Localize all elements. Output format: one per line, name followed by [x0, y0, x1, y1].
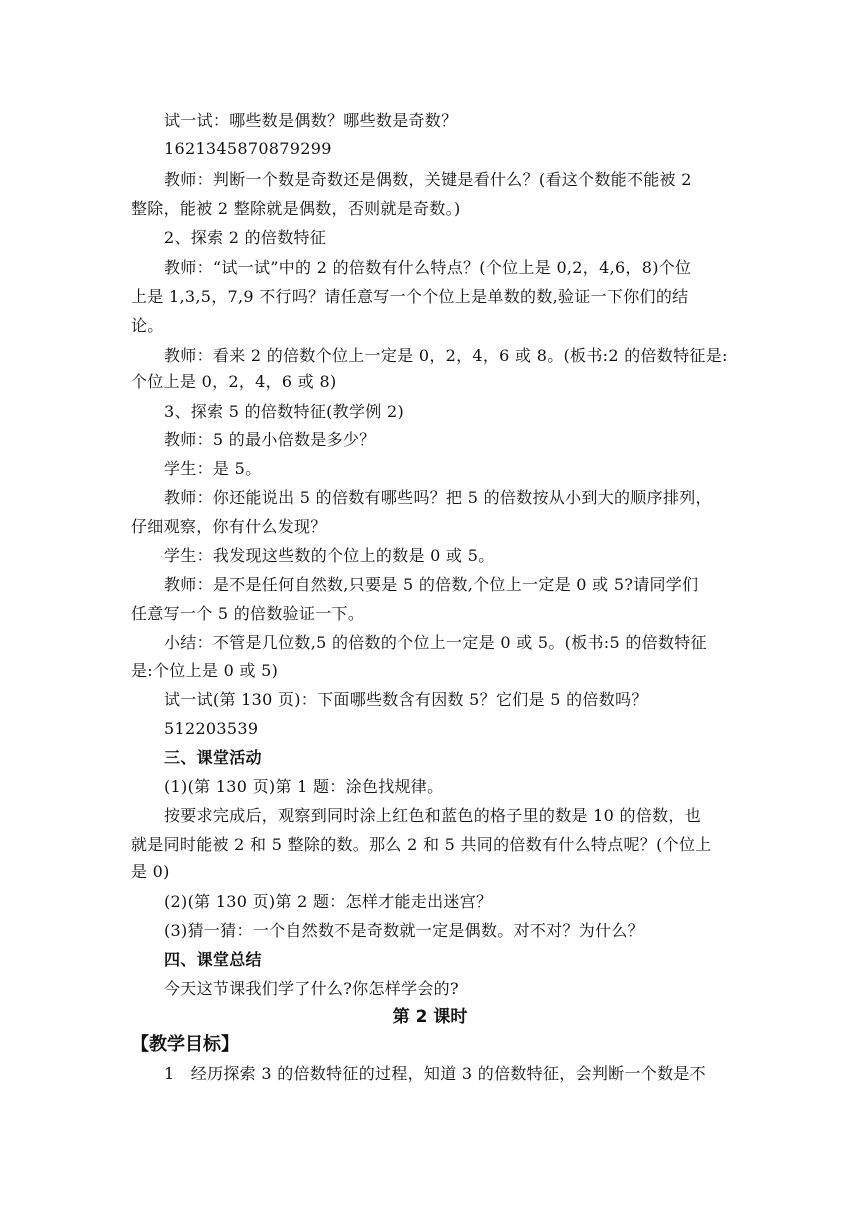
text-line: 教师：判断一个数是奇数还是偶数，关键是看什么？(看这个数能不能被 2 [164, 170, 692, 189]
text-line: 教师：看来 2 的倍数个位上一定是 0，2，4，6 或 8。(板书:2 的倍数特征是: [164, 346, 728, 365]
text-line: (1)(第 130 页)第 1 题：涂色找规律。 [164, 777, 444, 796]
text-line: 学生：我发现这些数的个位上的数是 0 或 5。 [164, 546, 495, 565]
text-line: 仔细观察，你有什么发现？ [131, 517, 327, 536]
text-line: 按要求完成后，观察到同时涂上红色和蓝色的格子里的数是 10 的倍数，也 [164, 806, 702, 825]
text-line: 1621345870879299 [164, 139, 332, 158]
text-line: 试一试：哪些数是偶数？哪些数是奇数？ [164, 111, 458, 130]
text-line: 今天这节课我们学了什么?你怎样学会的? [164, 979, 459, 998]
text-line: 上是 1,3,5，7,9 不行吗？请任意写一个个位上是单数的数,验证一下你们的结 [131, 287, 689, 306]
section-heading-summary: 四、课堂总结 [164, 950, 262, 969]
text-line: 个位上是 0，2，4，6 或 8) [131, 372, 337, 391]
text-line: 512203539 [164, 719, 259, 738]
text-line: 小结：不管是几位数,5 的倍数的个位上一定是 0 或 5。(板书:5 的倍数特征 [164, 633, 707, 652]
text-line: 教师：“试一试”中的 2 的倍数有什么特点？(个位上是 0,2，4,6，8)个位 [164, 258, 692, 277]
text-line: 教师：你还能说出 5 的倍数有哪些吗？把 5 的倍数按从小到大的顺序排列， [164, 488, 712, 507]
teaching-goals-heading: 【教学目标】 [131, 1034, 239, 1055]
text-line: 学生：是 5。 [164, 459, 262, 478]
text-line: 教师：是不是任何自然数,只要是 5 的倍数,个位上一定是 0 或 5?请同学们 [164, 575, 699, 594]
section-heading-activity: 三、课堂活动 [164, 748, 262, 767]
text-line: 论。 [131, 316, 164, 335]
lesson-title: 第 2 课时 [392, 1007, 468, 1027]
text-line: (3)猜一猜：一个自然数不是奇数就一定是偶数。对不对？为什么？ [164, 921, 644, 940]
text-line: 整除，能被 2 整除就是偶数，否则就是奇数。) [131, 199, 461, 218]
text-line: 试一试(第 130 页)：下面哪些数含有因数 5？它们是 5 的倍数吗？ [164, 690, 648, 709]
text-line: 任意写一个 5 的倍数验证一下。 [131, 604, 365, 623]
text-line: 教师：5 的最小倍数是多少？ [164, 430, 376, 449]
text-line: 是:个位上是 0 或 5) [131, 661, 279, 680]
text-line: (2)(第 130 页)第 2 题：怎样才能走出迷宫？ [164, 892, 493, 911]
text-line: 就是同时能被 2 和 5 整除的数。那么 2 和 5 共同的倍数有什么特点呢？(个位上 [131, 835, 712, 854]
text-line: 3、探索 5 的倍数特征(教学例 2) [164, 402, 404, 421]
text-line: 1 经历探索 3 的倍数特征的过程，知道 3 的倍数特征，会判断一个数是不 [164, 1064, 706, 1083]
text-line: 是 0) [131, 862, 170, 881]
text-line: 2、探索 2 的倍数特征 [164, 228, 327, 247]
